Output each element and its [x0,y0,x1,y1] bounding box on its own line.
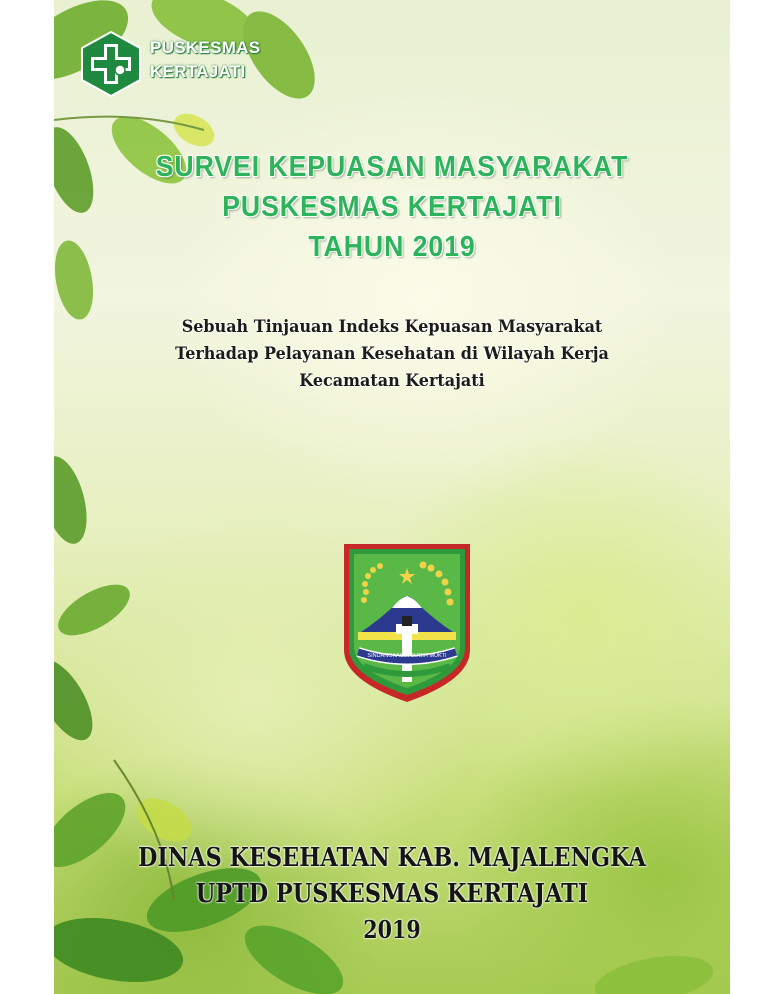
title-line-1: SURVEI KEPUASAN MASYARAKAT [155,151,629,183]
footer-line-3: 2019 [363,915,421,944]
subtitle [74,314,709,395]
footer-line-1: DINAS KESEHATAN KAB. MAJALENGKA [137,843,647,873]
emblem-motto: SINDANGKASIH SUGIH MUKTI [367,653,447,659]
brand-line-2: KERTAJATI [150,62,246,81]
brand-line-1: PUSKESMAS [150,38,261,57]
title-line-3: TAHUN 2019 [308,231,476,263]
title-line-2: PUSKESMAS KERTAJATI [222,191,562,223]
subtitle-line-2: Terhadap Pelayanan Kesehatan di Wilayah Kerja [175,344,609,364]
brand-name [150,36,260,84]
puskesmas-cross-logo-icon [80,30,142,98]
subtitle-line-1: Sebuah Tinjauan Indeks Kepuasan Masyarakat [181,317,603,337]
footer-line-2: UPTD PUSKESMAS KERTAJATI [195,879,589,909]
subtitle-line-3: Kecamatan Kertajati [299,371,485,391]
majalengka-emblem-icon [340,540,474,706]
cover-page [54,0,730,994]
